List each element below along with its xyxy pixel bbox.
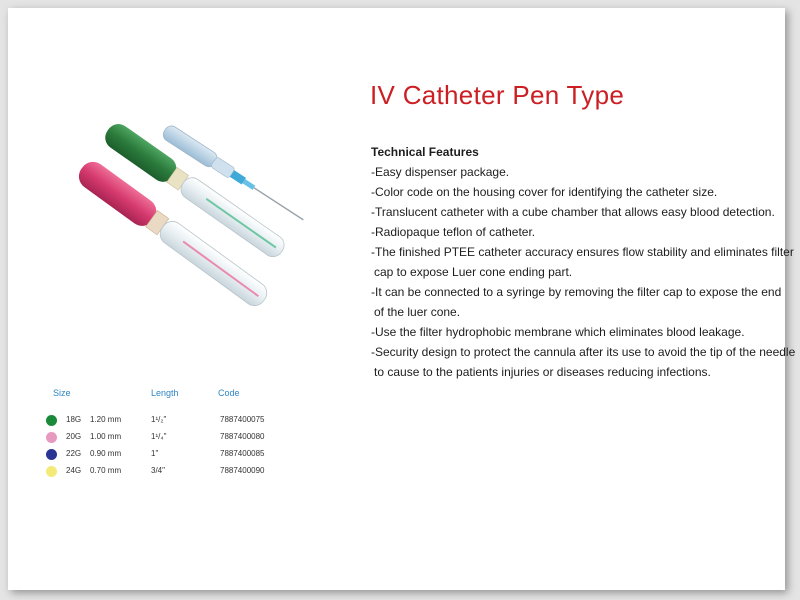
gauge-cell: 18G <box>66 415 82 424</box>
color-code-dot <box>46 466 57 477</box>
gauge-cell: 22G <box>66 449 82 458</box>
diameter-cell: 0.90 mm <box>90 449 122 458</box>
diameter-cell: 0.70 mm <box>90 466 122 475</box>
size-table-header <box>44 388 304 406</box>
diameter-cell: 1.20 mm <box>90 415 122 424</box>
feature-line: -Radiopaque teflon of catheter. <box>371 225 536 239</box>
page-title: IV Catheter Pen Type <box>370 80 625 110</box>
code-cell: 7887400075 <box>220 415 265 424</box>
technical-features <box>371 142 796 382</box>
features-heading: Technical Features <box>371 145 479 159</box>
length-header: Length <box>151 388 179 398</box>
code-cell: 7887400080 <box>220 432 265 441</box>
feature-line: -The finished PTEE catheter accuracy ensures flow stability and eliminates filter <box>371 245 794 259</box>
table-row <box>44 446 304 463</box>
gauge-cell: 20G <box>66 432 82 441</box>
length-cell: 3/4" <box>151 466 165 475</box>
color-code-dot <box>46 415 57 426</box>
feature-line: -Use the filter hydrophobic membrane which eliminates blood leakage. <box>371 325 745 339</box>
feature-line: to cause to the patients injuries or diseases reducing infections. <box>374 365 711 379</box>
feature-line: -It can be connected to a syringe by removing the filter cap to expose the end <box>371 285 782 299</box>
feature-line: -Security design to protect the cannula after its use to avoid the tip of the needle <box>371 345 796 359</box>
table-row <box>44 412 304 429</box>
size-table <box>44 388 304 480</box>
code-cell: 7887400085 <box>220 449 265 458</box>
gauge-cell: 24G <box>66 466 82 475</box>
table-row <box>44 429 304 446</box>
feature-line: -Easy dispenser package. <box>371 165 510 179</box>
feature-line: -Translucent catheter with a cube chamber that allows easy blood detection. <box>371 205 775 219</box>
length-cell: 1¹/₄" <box>151 432 167 441</box>
catheter-product-image <box>40 110 340 320</box>
table-row <box>44 463 304 480</box>
length-cell: 1" <box>151 449 159 458</box>
size-header: Size <box>53 388 71 398</box>
feature-line: of the luer cone. <box>374 305 461 319</box>
feature-line: -Color code on the housing cover for identifying the catheter size. <box>371 185 718 199</box>
feature-line: cap to expose Luer cone ending part. <box>374 265 573 279</box>
code-cell: 7887400090 <box>220 466 265 475</box>
color-code-dot <box>46 432 57 443</box>
length-cell: 1¹/₂" <box>151 415 167 424</box>
code-header: Code <box>218 388 240 398</box>
diameter-cell: 1.00 mm <box>90 432 122 441</box>
color-code-dot <box>46 449 57 460</box>
